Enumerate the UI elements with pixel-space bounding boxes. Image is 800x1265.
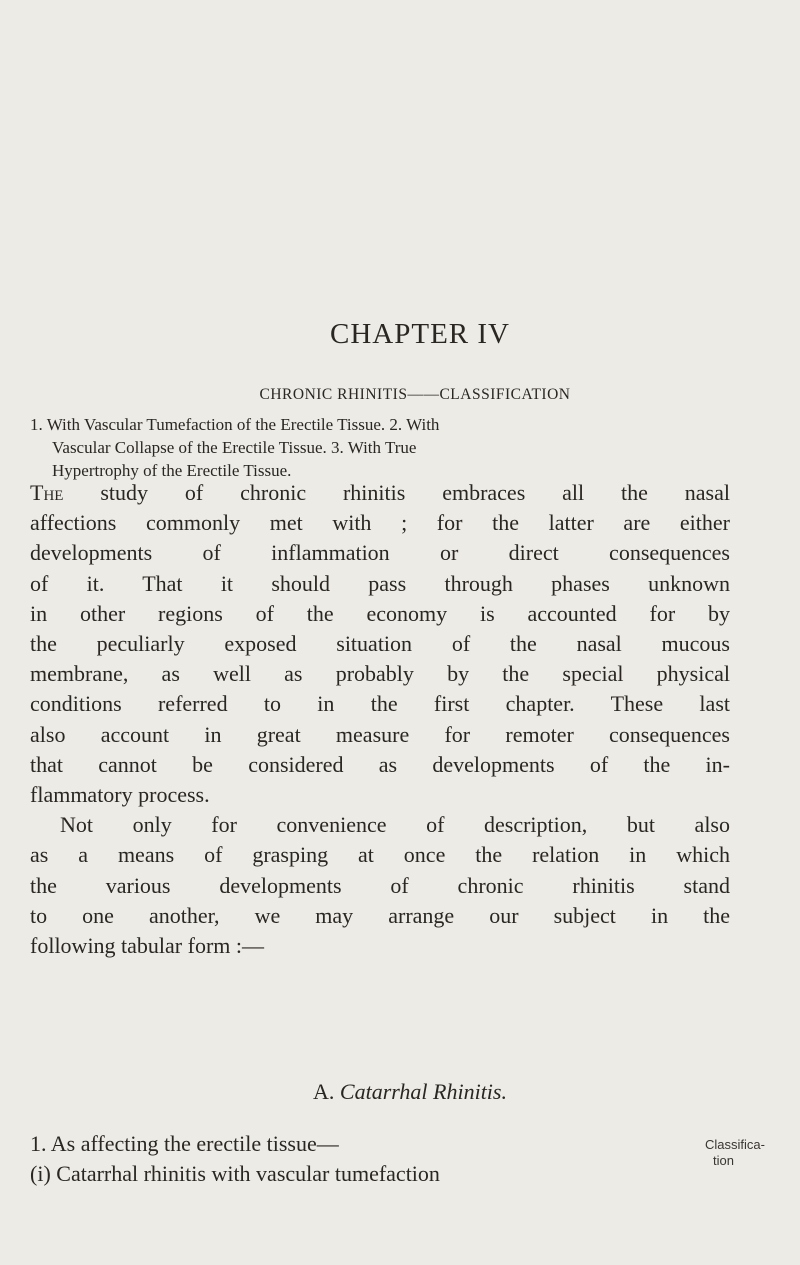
paragraph-line: in other regions of the economy is accounted for by	[30, 600, 730, 626]
synopsis-line: Vascular Collapse of the Erectile Tissue. 3. With True	[52, 438, 417, 457]
margin-note-line: Classifica-	[705, 1137, 765, 1152]
section-title: Catarrhal Rhinitis.	[339, 1079, 507, 1104]
paragraph-line: to one another, we may arrange our subject in the	[30, 902, 730, 928]
paragraph-line: flammatory process.	[30, 782, 210, 808]
paragraph-line: conditions referred to in the first chapter. These last	[30, 691, 730, 717]
paragraph-line: Not only for convenience of description, but also	[60, 812, 730, 838]
paragraph-line: the peculiarly exposed situation of the nasal mucous	[30, 631, 730, 657]
paragraph-line: developments of inflammation or direct consequences	[30, 540, 730, 566]
paragraph-line: also account in great measure for remoter consequences	[30, 721, 730, 747]
chapter-title: CHAPTER IV	[330, 318, 510, 350]
paragraph-line: membrane, as well as probably by the special physical	[30, 661, 730, 687]
paragraph-line: of it. That it should pass through phases unknown	[30, 570, 730, 596]
paragraph-line: as a means of grasping at once the relation in which	[30, 842, 730, 868]
margin-note	[705, 1137, 765, 1169]
chapter-synopsis	[30, 413, 748, 482]
paragraph-line: following tabular form :—	[30, 933, 265, 959]
paragraph-line: affections commonly met with ; for the latter are either	[30, 510, 730, 536]
paragraph-line: the various developments of chronic rhinitis stand	[30, 872, 730, 898]
section-letter: A.	[313, 1079, 335, 1104]
list-item: 1. As affecting the erectile tissue—	[30, 1131, 339, 1156]
margin-note-line: tion	[713, 1153, 734, 1168]
paragraph-line: that cannot be considered as developments of the in-	[30, 751, 730, 777]
paragraph-line	[30, 478, 730, 508]
chapter-subtitle: CHRONIC RHINITIS——CLASSIFICATION	[259, 386, 571, 403]
synopsis-line: Hypertrophy of the Erectile Tissue.	[52, 461, 292, 480]
body-text	[30, 478, 730, 961]
list-item: (i) Catarrhal rhinitis with vascular tumefaction	[30, 1161, 440, 1186]
synopsis-line: 1. With Vascular Tumefaction of the Erectile Tissue. 2. With	[30, 415, 440, 434]
section-heading	[0, 1079, 800, 1105]
paragraph-line-rest: study of chronic rhinitis embraces all the nasal	[63, 480, 730, 505]
drop-word: The	[30, 480, 64, 505]
